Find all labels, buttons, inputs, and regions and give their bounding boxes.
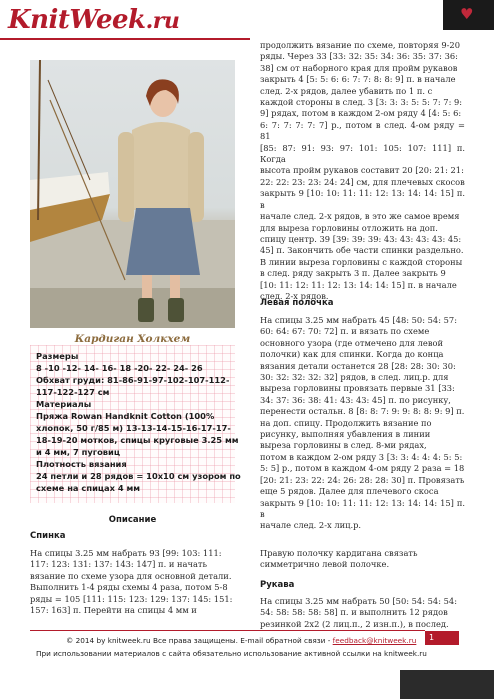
text-line: 9] рядах, потом в каждом 2-ом ряду 4 [4: 5: 6: <box>260 108 462 119</box>
text-line: 5: 5] р., потом в каждом 4-ом ряду 2 раза = 18 <box>260 463 465 474</box>
text-line: выреза горловины провязать первые 31 [33: <box>260 383 455 394</box>
spec-line: 117-122-127 см <box>36 387 110 397</box>
text-line: 34: 37: 36: 38: 41: 43: 43: 45] п. по рисунку, <box>260 394 451 405</box>
text-line: спицу центр. 39 [39: 39: 39: 43: 43: 43: 43: 45: <box>260 233 462 244</box>
text-line: след. 2-х рядов. <box>260 290 329 301</box>
text-line: закрыть 4 [5: 5: 6: 6: 7: 7: 8: 8: 9] п. в начале <box>260 74 456 85</box>
text-line: каждой стороны в след. 3 [3: 3: 3: 5: 5: 7: 7: 9: <box>260 97 463 108</box>
text-line: 60: 64: 67: 70: 72] п. и вязать по схеме <box>260 326 430 337</box>
text-line: ряды. Через 33 [33: 32: 35: 34: 36: 35: 37: 36: <box>260 51 458 62</box>
text-line: [10: 11: 12: 11: 12: 13: 14: 14: 15] п. в начале <box>260 279 457 290</box>
text-line: для выреза горловины отложить на доп. <box>260 222 438 233</box>
brand-logo[interactable] <box>8 5 179 35</box>
text-line: выреза горловины в след. 8-ми рядах, <box>260 440 427 451</box>
text-line: [85: 87: 91: 93: 97: 101: 105: 107: 111] п. Когда <box>260 142 465 165</box>
text-line: Правую полочку кардигана связать <box>260 548 418 558</box>
text-line: Выполнить 1-4 ряды схемы 4 раза, потом 5-8 <box>30 582 228 593</box>
heart-icon: ♥ <box>460 5 474 23</box>
spec-line: хлопок, 50 г/85 м) 13-13-14-15-16-17-17- <box>36 423 231 433</box>
text-line: 54: 58: 58: 58: 58] п. и выполнить 12 рядов <box>260 607 448 618</box>
header-rule <box>0 38 250 40</box>
text-line: симметрично левой полочке. <box>260 559 390 570</box>
text-line: вязание по схеме узора для основной детали. <box>30 570 232 581</box>
spec-line: Размеры <box>36 351 79 361</box>
text-line: основного узора (где отмечено для левой <box>260 337 444 348</box>
text-line: 45] п. Закончить обе части спинки раздельно. <box>260 245 464 256</box>
text-line: 38] см от наборного края для пройм рукавов <box>260 62 458 73</box>
spec-line: 18-19-20 мотков, спицы круговые 3.25 мм <box>36 435 239 445</box>
footer-band <box>400 670 494 699</box>
text-line: 30: 32: 32: 32: 32] рядов, в след. лиц.р. для <box>260 372 449 383</box>
text-line: перенести остальн. 8 [8: 8: 7: 9: 9: 8: 8: 9: 9] п. <box>260 406 465 417</box>
back-continued-text <box>260 40 465 302</box>
spec-line: Пряжа Rowan Handknit Cotton (100% <box>36 411 215 421</box>
text-line: еще 5 рядов. Далее для плечевого скоса <box>260 486 439 497</box>
text-line: начале след. 2-х рядов, в это же самое время <box>260 211 460 222</box>
spec-line: схеме на спицах 4 мм <box>36 483 141 493</box>
text-line: продолжить вязание по схеме, повторяя 9-20 <box>260 40 460 50</box>
text-line: На спицы 3.25 мм набрать 45 [48: 50: 54: 57: <box>260 315 457 325</box>
spec-line: Материалы <box>36 399 92 409</box>
footer-copyright <box>66 636 416 645</box>
text-line: На спицы 3.25 мм набрать 50 [50: 54: 54: 54: <box>260 596 457 606</box>
text-line: потом в каждом 2-ом ряду 3 [3: 3: 4: 4: 4: 5: 5: <box>260 451 463 462</box>
text-line: высота пройм рукавов составит 20 [20: 21: 21: <box>260 165 464 176</box>
spec-line: Плотность вязания <box>36 459 127 469</box>
text-line: В линии выреза горловины с каждой стороны <box>260 256 463 267</box>
left-front-title: Левая полочка <box>260 298 334 308</box>
sleeve-title: Рукава <box>260 580 295 590</box>
back-title: Спинка <box>30 531 66 541</box>
text-line: закрыть 9 [10: 10: 11: 11: 12: 13: 14: 14: 15] п. в <box>260 497 465 519</box>
page-header <box>0 0 494 40</box>
footer-rule <box>30 630 425 631</box>
text-line: 22: 22: 23: 23: 24: 24] см, для плечевых скосов <box>260 176 465 187</box>
specs-box <box>30 345 241 503</box>
text-line: закрыть 9 [10: 10: 11: 11: 12: 13: 14: 14: 15] п. в <box>260 188 465 210</box>
sleeve-text <box>260 596 465 630</box>
brand-tld: .ru <box>145 8 180 34</box>
text-line: [20: 21: 23: 22: 24: 26: 28: 28: 30] п. Провязать <box>260 474 465 485</box>
brand-main: KnitWeek <box>8 5 146 35</box>
page-number: 1 <box>425 631 459 645</box>
spec-line: Обхват груди: 81-86-91-97-102-107-112- <box>36 375 230 385</box>
site-emblem <box>443 0 494 30</box>
footer-notice: При использовании материалов с сайта обязательно использование активной ссылки на knitweek.ru <box>36 649 427 658</box>
copyright-text: © 2014 by knitweek.ru Все права защищены. E-mail обратной связи - <box>66 636 331 645</box>
text-line: в след. ряду закрыть 3 п. Далее закрыть 9 <box>260 268 446 279</box>
left-front-text <box>260 315 465 532</box>
model-photo-illustration <box>30 60 235 328</box>
text-line: полочки) как для спинки. Когда до конца <box>260 349 444 360</box>
text-line: ряды = 105 [111: 115: 123: 129: 137: 145: 151: <box>30 593 233 604</box>
spec-line: и 4 мм, 7 пуговиц <box>36 447 121 457</box>
description-title: Описание <box>108 515 157 525</box>
text-line: резинкой 2х2 (2 лиц.п., 2 изн.п.), в послед. <box>260 618 449 629</box>
text-line: начале след. 2-х лиц.р. <box>260 520 362 531</box>
model-photo <box>30 60 235 328</box>
right-front-text <box>260 548 465 571</box>
text-line: 6: 7: 7: 7: 7: 7] р., потом в след. 4-ом ряду = 81 <box>260 119 465 142</box>
text-line: На спицы 3.25 мм набрать 93 [99: 103: 111: <box>30 548 222 558</box>
text-line: след. 2-х рядов, далее убавить по 1 п. с <box>260 85 433 96</box>
text-line: рисунку, выполняя убавления в линии <box>260 429 431 440</box>
text-line: на доп. спицу. Продолжить вязание по <box>260 417 432 428</box>
back-text <box>30 548 235 616</box>
text-line: 157: 163] п. Перейти на спицы 4 мм и <box>30 605 197 616</box>
text-line: вязания детали останется 28 [28: 28: 30: 30: <box>260 360 456 371</box>
feedback-email-link[interactable]: feedback@knitweek.ru <box>332 636 417 645</box>
spec-line: 8 -10 -12- 14- 16- 18 -20- 22- 24- 26 <box>36 363 203 373</box>
text-line: 117: 123: 131: 137: 143: 147] п. и начать <box>30 559 208 570</box>
spec-line: 24 петли и 28 рядов = 10x10 см узором по <box>36 471 241 481</box>
pattern-caption: Кардиган Холкхем <box>74 333 191 345</box>
